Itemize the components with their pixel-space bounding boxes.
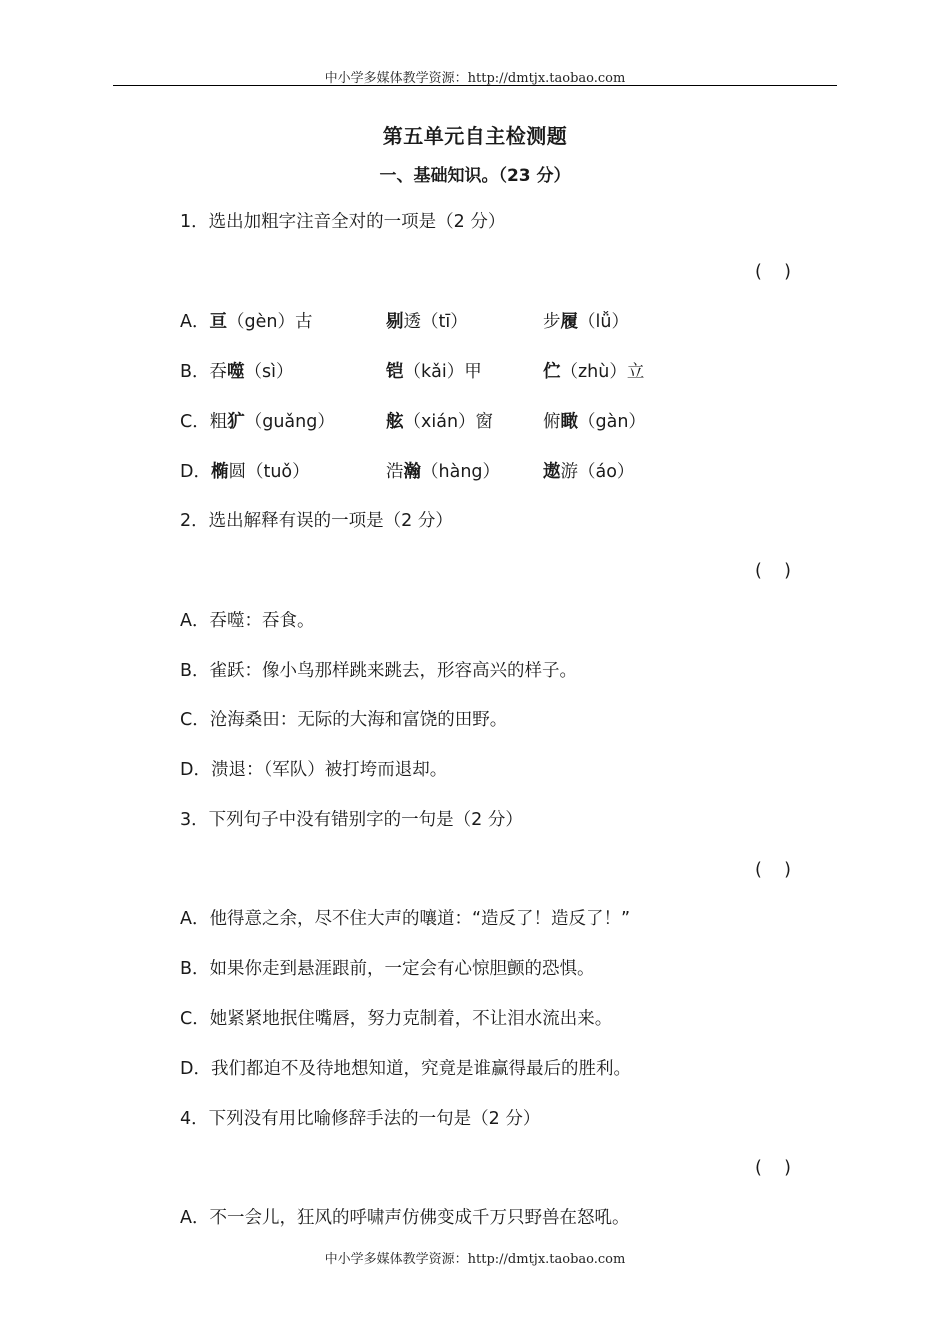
question-1-stem: 1．选出加粗字注音全对的一项是（2 分） [180, 212, 506, 232]
question-3-stem: 3．下列句子中没有错别字的一句是（2 分） [180, 810, 523, 830]
answer-blank-1: ( ) [755, 262, 791, 282]
option-3c: C．她紧紧地抿住嘴唇，努力克制着，不让泪水流出来。 [180, 1009, 613, 1029]
option-1b-item-2: 铠（kǎi）甲 [386, 362, 482, 382]
option-1c-item-3: 俯瞰（gàn） [543, 412, 646, 432]
option-2c: C．沧海桑田：无际的大海和富饶的田野。 [180, 710, 508, 730]
answer-blank-3: ( ) [755, 860, 791, 880]
option-1a-item-3: 步履（lǚ） [543, 312, 629, 332]
option-1a-item-2: 剔透（tī） [386, 312, 468, 332]
option-1d-item-2: 浩瀚（hàng） [386, 462, 501, 482]
option-1c-item-1: C．粗犷（guǎng） [180, 412, 335, 432]
option-3b: B．如果你走到悬涯跟前，一定会有心惊胆颤的恐惧。 [180, 959, 595, 979]
option-1d-item-3: 遨游（áo） [543, 462, 635, 482]
option-1a-item-1: A．亘（gèn）古 [180, 312, 313, 332]
page-title: 第五单元自主检测题 [382, 124, 568, 148]
answer-blank-4: ( ) [755, 1158, 791, 1178]
option-1b-item-3: 伫（zhù）立 [543, 362, 645, 382]
header-rule [113, 85, 837, 86]
option-4a: A．不一会儿，狂风的呼啸声仿佛变成千万只野兽在怒吼。 [180, 1208, 630, 1228]
option-1d-item-1: D．椭圆（tuǒ） [180, 462, 310, 482]
option-2a: A．吞噬：吞食。 [180, 611, 315, 631]
page-footer: 中小学多媒体教学资源：http://dmtjx.taobao.com [324, 1252, 626, 1267]
option-2b: B．雀跃：像小鸟那样跳来跳去，形容高兴的样子。 [180, 661, 578, 681]
question-2-stem: 2．选出解释有误的一项是（2 分） [180, 511, 453, 531]
section-heading: 一、基础知识。（23 分） [379, 166, 571, 186]
option-2d: D．溃退：（军队）被打垮而退却。 [180, 760, 448, 780]
option-1b-item-1: B．吞噬（sì） [180, 362, 294, 382]
header-text: 中小学多媒体教学资源：http://dmtjx.taobao.com [324, 71, 626, 86]
question-4-stem: 4．下列没有用比喻修辞手法的一句是（2 分） [180, 1109, 541, 1129]
option-3a: A．他得意之余，尽不住大声的嚷道：“造反了！造反了！” [180, 909, 631, 929]
option-3d: D．我们都迫不及待地想知道，究竟是谁赢得最后的胜利。 [180, 1059, 631, 1079]
answer-blank-2: ( ) [755, 561, 791, 581]
option-1c-item-2: 舷（xián）窗 [386, 412, 494, 432]
